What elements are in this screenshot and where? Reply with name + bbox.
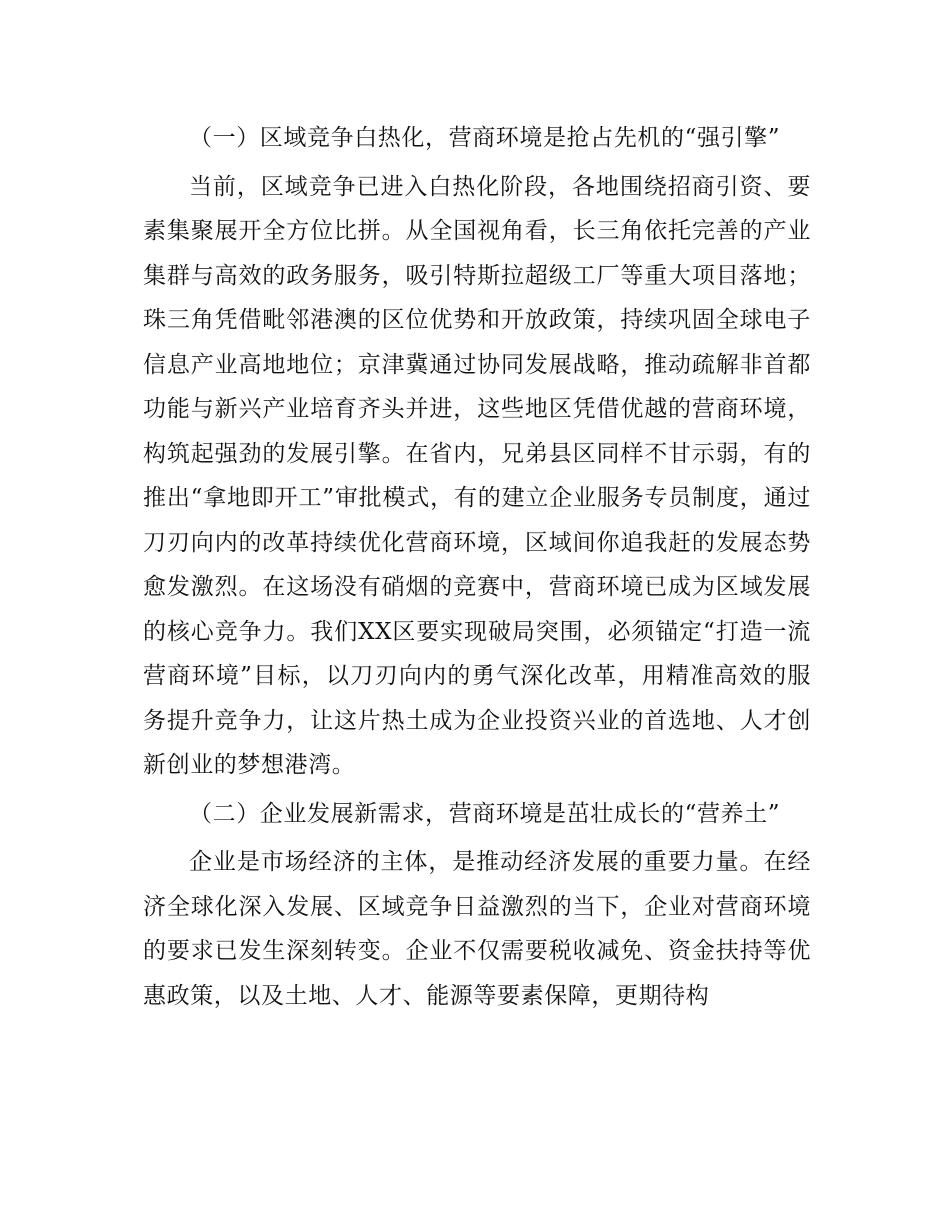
section-paragraph-2: 企业是市场经济的主体，是推动经济发展的重要力量。在经济全球化深入发展、区域竞争日益激烈的当下，企业对营商环境的要求已发生深刻转变。企业不仅需要税收减免、资金扶持等优惠政策，以及土地、人才、能源等要素保障，更期待构 — [143, 849, 811, 1009]
section-heading-2: （二）企业发展新需求，营商环境是茁壮成长的“营养土” — [189, 800, 781, 827]
document-body — [143, 116, 811, 1018]
section-heading-1: （一）区域竞争白热化，营商环境是抢占先机的“强引擎” — [189, 125, 781, 151]
section-paragraph-1: 当前，区域竞争已进入白热化阶段，各地围绕招商引资、要素集聚展开全方位比拼。从全国视角看，长三角依托完善的产业集群与高效的政务服务，吸引特斯拉超级工厂等重大项目落地；珠三角凭借毗邻港澳的区位优势和开放政策，持续巩固全球电子信息产业高地地位；京津冀通过协同发展战略，推动疏解非首都功能与新兴产业培育齐头并进，这些地区凭借优越的营商环境，构筑起强劲的发展引擎。在省内，兄弟县区同样不甘示弱，有的推出“拿地即开工”审批模式，有的建立企业服务专员制度，通过刀刃向内的改革持续优化营商环境，区域间你追我赶的发展态势愈发激烈。在这场没有硝烟的竞赛中，营商环境已成为区域发展的核心竞争力。我们XX区要实现破局突围，必须锚定“打造一流营商环境”目标，以刀刃向内的勇气深化改革，用精准高效的服务提升竞争力，让这片热土成为企业投资兴业的首选地、人才创新创业的梦想港湾。 — [143, 173, 811, 778]
